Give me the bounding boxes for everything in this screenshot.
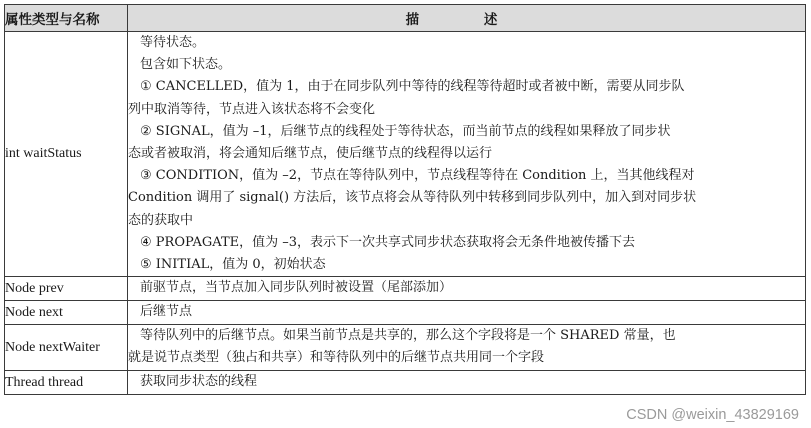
description-line: Condition 调用了 signal() 方法后，该节点将会从等待队列中转移到同步队列中，加入到对同步状 — [128, 190, 697, 206]
description-line: ① CANCELLED，值为 1，由于在同步队列中等待的线程等待超时或者被中断，需要从同步队 — [140, 79, 685, 95]
description-line: 前驱节点，当节点加入同步队列时被设置（尾部添加） — [140, 280, 453, 296]
header-name: 属性类型与名称 — [5, 5, 128, 32]
table-row — [5, 32, 806, 277]
description-line: 就是说节点类型（独占和共享）和等待队列中的后继节点共用同一个字段 — [128, 350, 545, 366]
description-line: 等待状态。 — [140, 35, 206, 50]
attribute-description — [128, 277, 806, 301]
attribute-description — [128, 32, 806, 277]
description-line: ⑤ INITIAL，值为 0，初始状态 — [140, 257, 326, 273]
attribute-name: Thread thread — [5, 371, 128, 395]
table-row — [5, 301, 806, 325]
description-line: 包含如下状态。 — [140, 57, 232, 73]
table-header-row — [5, 5, 806, 32]
attribute-name: Node prev — [5, 277, 128, 301]
description-line: 等待队列中的后继节点。如果当前节点是共享的，那么这个字段将是一个 SHARED 常量，也 — [140, 328, 676, 344]
table-row — [5, 277, 806, 301]
attribute-description — [128, 371, 806, 395]
attribute-name: Node nextWaiter — [5, 325, 128, 371]
description-line: 获取同步状态的线程 — [140, 374, 258, 390]
description-line: ③ CONDITION，值为 –2，节点在等待队列中，节点线程等待在 Condition 上，当其他线程对 — [140, 168, 695, 184]
attribute-description — [128, 325, 806, 371]
description-line: ② SIGNAL，值为 –1，后继节点的线程处于等待状态，而当前节点的线程如果释放了同步状 — [140, 123, 671, 139]
table-row — [5, 371, 806, 395]
description-line: ④ PROPAGATE，值为 –3，表示下一次共享式同步状态获取将会无条件地被传播下去 — [140, 234, 636, 250]
table-row — [5, 325, 806, 371]
watermark: CSDN @weixin_43829169 — [626, 407, 799, 423]
description-line: 列中取消等待，节点进入该状态将不会变化 — [128, 101, 376, 117]
header-description: 描 述 — [128, 5, 806, 32]
description-line: 态的获取中 — [128, 212, 194, 228]
description-line: 后继节点 — [140, 304, 193, 320]
attribute-description — [128, 301, 806, 325]
attribute-name: Node next — [5, 301, 128, 325]
description-line: 态或者被取消，将会通知后继节点，使后继节点的线程得以运行 — [128, 146, 493, 162]
attribute-name: int waitStatus — [5, 32, 128, 277]
attribute-table — [4, 4, 806, 395]
